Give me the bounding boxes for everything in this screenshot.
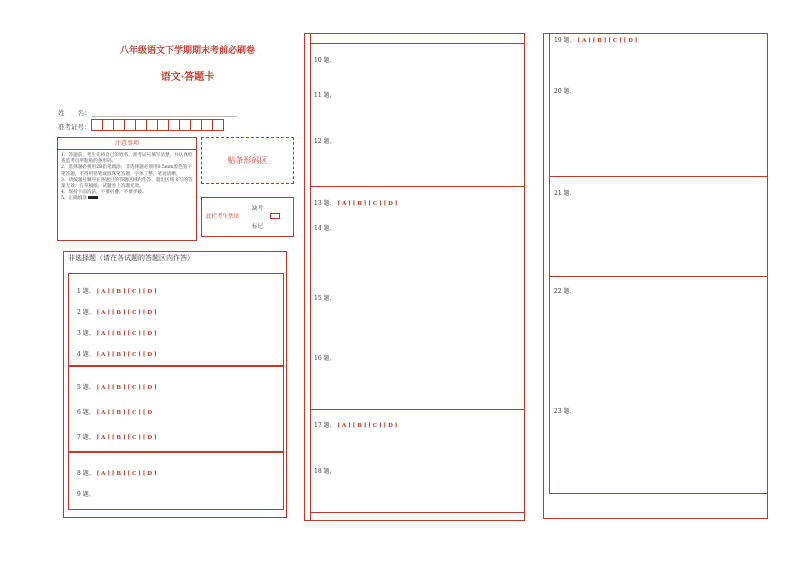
question-label: 19 题、	[554, 37, 576, 44]
section-divider	[549, 276, 768, 277]
question-label: 16 题、	[314, 355, 336, 362]
question-label: 8 题、	[77, 470, 95, 477]
absent-text: 缺考	[252, 206, 264, 212]
name-field[interactable]	[92, 116, 237, 117]
question-label: 22 题、	[554, 288, 576, 295]
section-divider	[310, 43, 525, 44]
question-label: 6 题、	[77, 409, 95, 416]
notice-item: 2．选择题必须用2B铅笔填涂；非选择题必须用0.5mm黑色签字笔答题，不得用铅笔或圆珠笔答题；字体工整、笔迹清晰。	[61, 165, 192, 177]
answer-group-3	[68, 452, 284, 510]
notice-title: 注意事项	[58, 138, 196, 150]
choice-options[interactable]: [ A ] [ B ] [ C ] [ D ]	[96, 435, 157, 441]
question-label: 5 题、	[77, 384, 95, 391]
answer-group-2	[68, 366, 284, 452]
exam-title: 八年级语文下学期期末考前必刷卷	[119, 46, 255, 56]
choice-options[interactable]: [ A ] [ B ] [ C ] [ D ]	[337, 201, 398, 207]
notice-item: 4．保持卡面清洁，不要折叠、不要弄破。	[61, 190, 147, 196]
choice-options[interactable]: [ A ] [ B ] [ C ] [ D ]	[96, 385, 157, 391]
barcode-area: 贴条形码区	[201, 137, 294, 184]
id-digit-box[interactable]	[212, 119, 224, 131]
section-divider	[310, 512, 525, 513]
non-selection-title: 非选择题（请在各试题的答题区内作答）	[68, 254, 194, 262]
choice-options[interactable]: [ A ] [ B ] [ C ] [ D ]	[96, 331, 157, 337]
section-divider	[310, 186, 525, 187]
question-label: 23 题、	[554, 408, 576, 415]
absent-mark-text: 标记	[252, 224, 264, 230]
question-label: 3 题、	[77, 330, 95, 337]
choice-options[interactable]: [ A ] [ B ] [ C ] [ D	[96, 410, 153, 416]
answer-column-3-inner	[549, 33, 768, 494]
choice-options[interactable]: [ A ] [ B ] [ C ] [ D ]	[96, 352, 157, 358]
question-label: 7 题、	[77, 434, 95, 441]
absent-label: 此栏考生禁填	[206, 214, 240, 220]
question-label: 1 题、	[77, 288, 95, 295]
notice-item-text: 5．正确填涂	[61, 196, 87, 202]
question-label: 18 题、	[314, 468, 336, 475]
question-label: 4 题、	[77, 351, 95, 358]
question-label: 14 题、	[314, 225, 336, 232]
question-label: 12 题、	[314, 138, 336, 145]
non-selection-section	[63, 251, 287, 518]
id-digit-boxes[interactable]	[91, 119, 223, 131]
notice-item	[58, 196, 196, 202]
notice-item: 3．请按题号顺序在各题目的答题区域内作答，超出区域书写的答案无效；在草稿纸、试题卷上答题无效。	[61, 177, 193, 190]
filled-sample-mark	[88, 196, 98, 199]
question-label: 21 题、	[554, 190, 576, 197]
section-divider	[310, 409, 525, 410]
name-label: 姓 名：	[58, 109, 91, 117]
answer-group-1	[68, 273, 284, 366]
question-label: 13 题、	[314, 200, 336, 207]
notice-item: 1．答题前，考生先将自己的姓名、准考证号填写清楚，并认真检查监考员所粘贴的条形码。	[61, 153, 193, 165]
absent-box	[201, 197, 294, 237]
question-label: 11 题、	[314, 92, 336, 99]
choice-options[interactable]: [ A ] [ B ] [ C ] [ D ]	[96, 471, 157, 477]
card-title: 语文·答题卡	[160, 72, 215, 83]
id-label: 准考证号：	[58, 123, 91, 131]
choice-options[interactable]: [ A ] [ B ] [ C ] [ D ]	[96, 289, 157, 295]
question-label: 15 题、	[314, 295, 336, 302]
absent-checkbox[interactable]	[270, 213, 280, 219]
question-label: 2 题、	[77, 309, 95, 316]
section-divider	[549, 176, 768, 177]
question-label: 20 题、	[554, 88, 576, 95]
notice-box	[57, 137, 197, 241]
choice-options[interactable]: [ A ] [ B ] [ C ] [ D ]	[96, 310, 157, 316]
choice-options[interactable]: [ A ] [ B ] [ C ] [ D ]	[337, 423, 398, 429]
choice-options[interactable]: [ A ] [ B ] [ C ] [ D ]	[577, 38, 638, 44]
question-label: 17 题、	[314, 422, 336, 429]
question-label: 10 题、	[314, 57, 336, 64]
question-label: 9 题、	[77, 491, 95, 498]
answer-column-2-inner	[310, 33, 525, 521]
